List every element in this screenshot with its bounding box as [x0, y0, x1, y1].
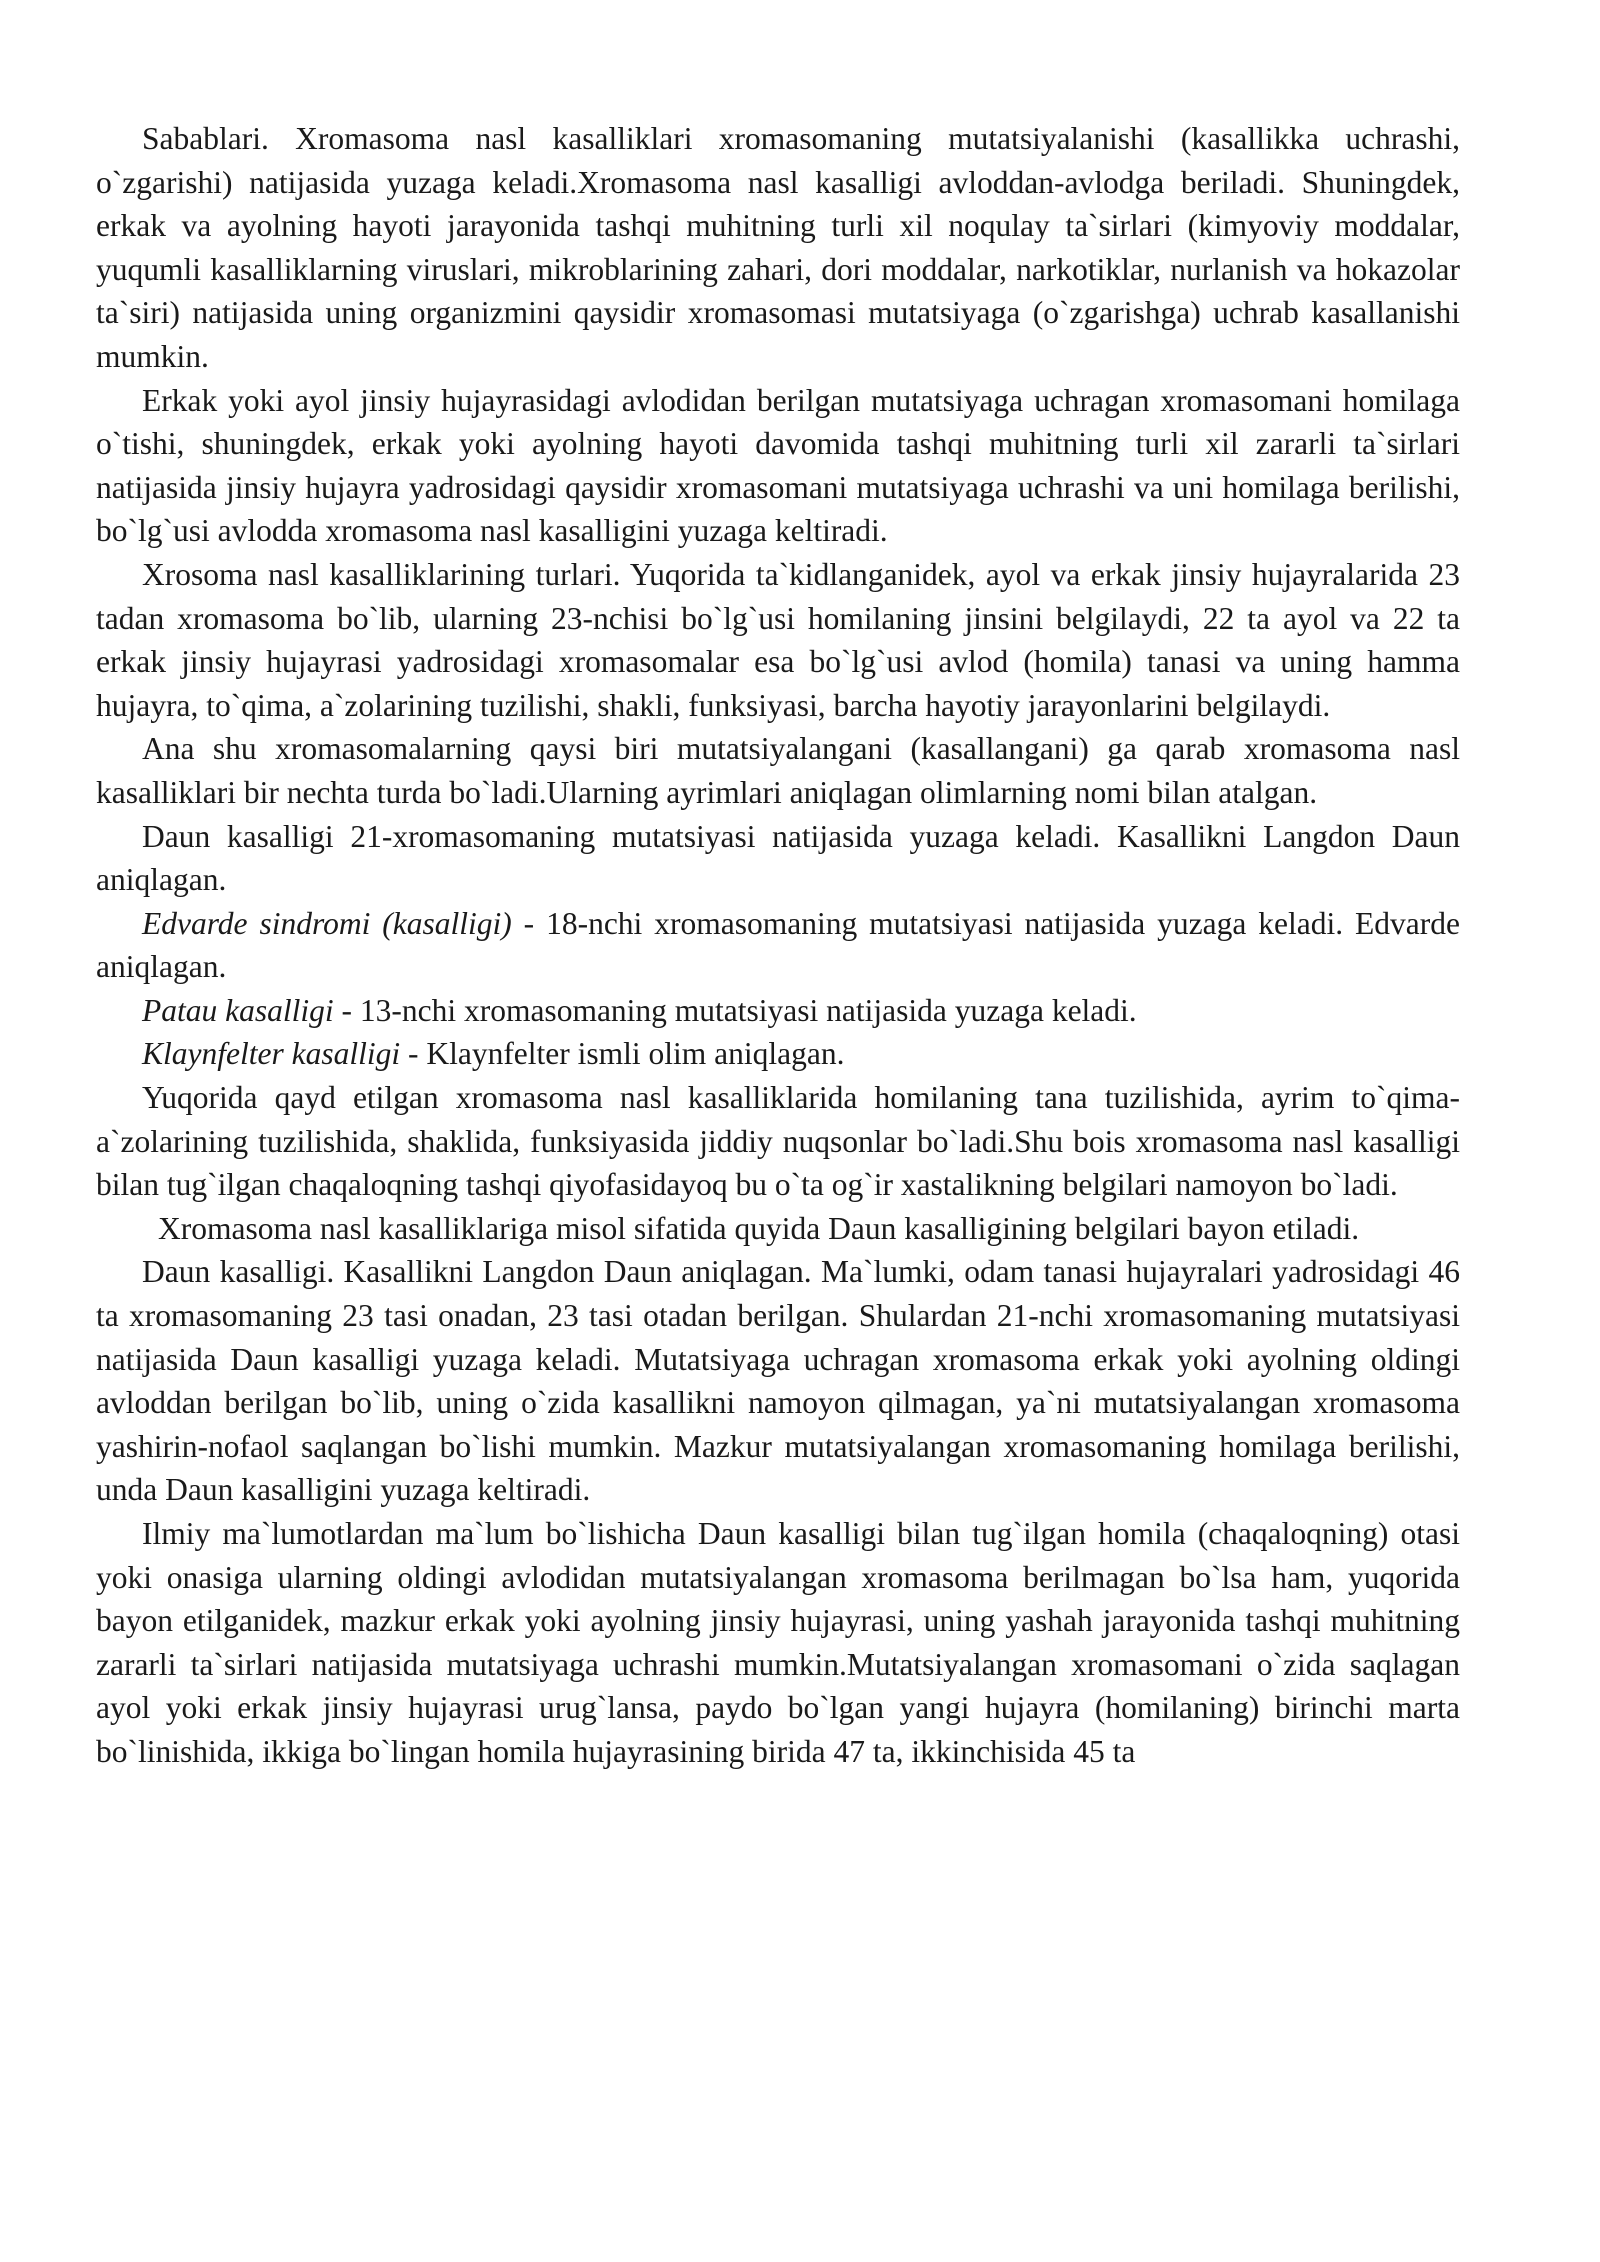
disease-term: Klaynfelter kasalligi — [142, 1036, 401, 1072]
paragraph-patau-syndrome — [96, 989, 1460, 1033]
paragraph-text: - Klaynfelter ismli olim aniqlagan. — [400, 1036, 845, 1072]
paragraph-types — [96, 553, 1460, 727]
paragraph-classification — [96, 727, 1460, 814]
disease-term: Edvarde sindromi (kasalligi) — [142, 905, 512, 941]
paragraph-text: Erkak yoki ayol jinsiy hujayrasidagi avlodidan berilgan mutatsiyaga uchragan xromasomani homilaga o`tishi, shuningdek, erkak yoki ayolning hayoti davomida tashqi muhitning turli xil zararli ta`sirlari natijasida jinsiy hujayra yadrosidagi qaysidir xromasomani mutatsiyaga uchrashi va uni homilaga berilishi, bo`lg`usi avlodda xromasoma nasl kasalligini yuzaga keltiradi. — [96, 382, 1460, 549]
paragraph-scientific-data — [96, 1512, 1460, 1774]
paragraph-text: Daun kasalligi. Kasallikni Langdon Daun aniqlagan. Ma`lumki, odam tanasi hujayralari yadrosidagi 46 ta xromasomaning 23 tasi onadan, 23 tasi otadan berilgan. Shulardan 21-nchi xromasomaning mutatsiyasi natijasida Daun kasalligi yuzaga keladi. Mutatsiyaga uchragan xromasoma erkak yoki ayolning oldingi avloddan berilgan bo`lib, uning o`zida kasallikni namoyon qilmagan, ya`ni mutatsiyalangan xromasoma yashirin-nofaol saqlangan bo`lishi mumkin. Mazkur mutatsiyalangan xromasomaning homilaga berilishi, unda Daun kasalligini yuzaga keltiradi. — [96, 1254, 1460, 1508]
paragraph-text: Ilmiy ma`lumotlardan ma`lum bo`lishicha Daun kasalligi bilan tug`ilgan homila (chaqaloqning) otasi yoki onasiga ularning oldingi avlodidan mutatsiyalangan xromasoma berilmagan bo`lsa ham, yuqorida bayon etilganidek, mazkur erkak yoki ayolning jinsiy hujayrasi, uning yashah jarayonida tashqi muhitning zararli ta`sirlari natijasida mutatsiyaga uchrashi mumkin.Mutatsiyalangan xromasomani o`zida saqlagan ayol yoki erkak jinsiy hujayrasi urug`lansa, paydo bo`lgan yangi hujayra (homilaning) birinchi marta bo`linishida, ikkiga bo`lingan homila hujayrasining birida 47 ta, ikkinchisida 45 ta — [96, 1516, 1460, 1769]
paragraph-defects — [96, 1076, 1460, 1207]
paragraph-causes — [96, 117, 1460, 379]
paragraph-transmission — [96, 379, 1460, 553]
paragraph-klinefelter-syndrome — [96, 1032, 1460, 1076]
paragraph-edwards-syndrome — [96, 902, 1460, 989]
paragraph-down-details — [96, 1250, 1460, 1512]
disease-term: Patau kasalligi — [142, 992, 334, 1028]
paragraph-example-intro — [96, 1207, 1460, 1251]
paragraph-text: Daun kasalligi 21-xromasomaning mutatsiyasi natijasida yuzaga keladi. Kasallikni Langdon Daun aniqlagan. — [96, 818, 1460, 898]
paragraph-text: - 18-nchi xromasomaning mutatsiyasi natijasida yuzaga keladi. Edvarde aniqlagan. — [96, 905, 1461, 985]
paragraph-text: Ana shu xromasomalarning qaysi biri mutatsiyalangani (kasallangani) ga qarab xromasoma nasl kasalliklari bir nechta turda bo`ladi.Ularning ayrimlari aniqlagan olimlarning nomi bilan atalgan. — [96, 731, 1460, 810]
paragraph-text: Xromasoma nasl kasalliklariga misol sifatida quyida Daun kasalligining belgilari bayon etiladi. — [158, 1210, 1360, 1246]
paragraph-text: Xrosoma nasl kasalliklarining turlari. Yuqorida ta`kidlanganidek, ayol va erkak jinsiy hujayralarida 23 tadan xromasoma bo`lib, ularning 23-nchisi bo`lg`usi homilaning jinsini belgilaydi, 22 ta ayol va 22 ta erkak jinsiy hujayrasi yadrosidagi xromasomalar esa bo`lg`usi avlod (homila) tanasi va uning hamma hujayra, to`qima, a`zolarining tuzilishi, shakli, funksiyasi, barcha hayotiy jarayonlarini belgilaydi. — [96, 556, 1460, 723]
paragraph-down-syndrome — [96, 815, 1460, 902]
paragraph-text: Sabablari. Xromasoma nasl kasalliklari xromasomaning mutatsiyalanishi (kasallikka uchrashi, o`zgarishi) natijasida yuzaga keladi.Xromasoma nasl kasalligi avloddan-avlodga beriladi. Shuningdek, erkak va ayolning hayoti jarayonida tashqi muhitning turli xil noqulay ta`sirlari (kimyoviy moddalar, yuqumli kasalliklarning viruslari, mikroblarining zahari, dori moddalar, narkotiklar, nurlanish va hokazolar ta`siri) natijasida uning organizmini qaysidir xromasomasi mutatsiyaga (o`zgarishga) uchrab kasallanishi mumkin. — [96, 121, 1460, 374]
paragraph-text: - 13-nchi xromasomaning mutatsiyasi natijasida yuzaga keladi. — [333, 992, 1137, 1028]
paragraph-text: Yuqorida qayd etilgan xromasoma nasl kasalliklarida homilaning tana tuzilishida, ayrim to`qima-a`zolarining tuzilishida, shaklida, funksiyasida jiddiy nuqsonlar bo`ladi.Shu bois xromasoma nasl kasalligi bilan tug`ilgan chaqaloqning tashqi qiyofasidayoq bu o`ta og`ir xastalikning belgilari namoyon bo`ladi. — [96, 1080, 1460, 1203]
